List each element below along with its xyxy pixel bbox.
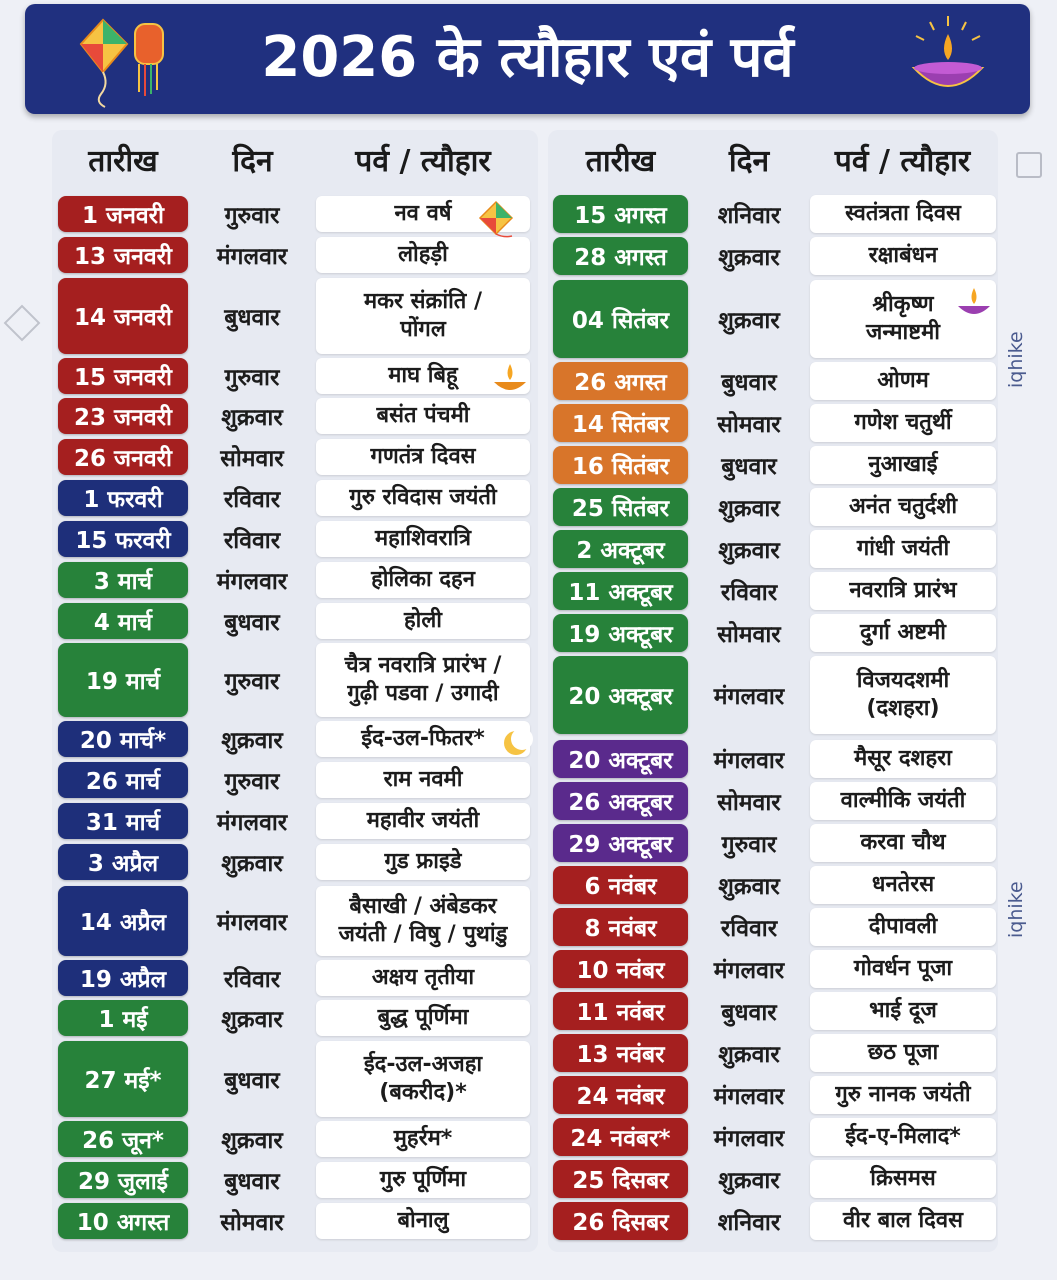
festival-cell: होलिका दहन: [316, 562, 530, 598]
date-cell: 26 अगस्त: [553, 362, 688, 400]
date-cell: 31 मार्च: [58, 803, 188, 839]
date-cell: 14 जनवरी: [58, 278, 188, 354]
date-cell: 1 फरवरी: [58, 480, 188, 516]
page-title: 2026 के त्यौहार एवं पर्व: [261, 25, 794, 90]
festival-cell: बुद्ध पूर्णिमा: [316, 1000, 530, 1036]
festival-cell: मुहर्रम*: [316, 1121, 530, 1157]
day-cell: सोमवार: [717, 622, 781, 648]
day-cell: शुक्रवार: [221, 728, 283, 754]
date-cell: 11 नवंबर: [553, 992, 688, 1030]
day-cell: सोमवार: [220, 446, 284, 472]
date-cell: 23 जनवरी: [58, 398, 188, 434]
festival-cell: वीर बाल दिवस: [810, 1202, 996, 1240]
festival-cell: लोहड़ी: [316, 237, 530, 273]
date-cell: 6 नवंबर: [553, 866, 688, 904]
crescent-moon-icon: [496, 723, 536, 763]
festival-cell: गुड फ्राइडे: [316, 844, 530, 880]
day-cell: मंगलवार: [713, 1084, 785, 1110]
day-cell: शुक्रवार: [718, 245, 780, 271]
day-cell: मंगलवार: [713, 748, 785, 774]
day-cell: शुक्रवार: [718, 1168, 780, 1194]
date-cell: 26 जनवरी: [58, 439, 188, 475]
date-cell: 3 अप्रैल: [58, 844, 188, 880]
festival-cell: छठ पूजा: [810, 1034, 996, 1072]
day-cell: गुरुवार: [224, 203, 280, 229]
date-cell: 1 मई: [58, 1000, 188, 1036]
day-cell: बुधवार: [224, 1169, 280, 1195]
day-cell: रविवार: [720, 580, 778, 606]
right-header-day: दिन: [728, 144, 770, 179]
left-header-festival: पर्व / त्यौहार: [355, 144, 491, 179]
festival-cell: गणतंत्र दिवस: [316, 439, 530, 475]
day-cell: शुक्रवार: [221, 1128, 283, 1154]
day-cell: शुक्रवार: [718, 1042, 780, 1068]
date-cell: 24 नवंबर*: [553, 1118, 688, 1156]
date-cell: 1 जनवरी: [58, 196, 188, 232]
date-cell: 13 नवंबर: [553, 1034, 688, 1072]
day-cell: मंगलवार: [216, 810, 288, 836]
day-cell: मंगलवार: [713, 1126, 785, 1152]
date-cell: 14 अप्रैल: [58, 886, 188, 956]
festival-cell: महाशिवरात्रि: [316, 521, 530, 557]
day-cell: बुधवार: [224, 1068, 280, 1094]
date-cell: 25 सितंबर: [553, 488, 688, 526]
day-cell: मंगलवार: [713, 684, 785, 710]
date-cell: 26 दिसबर: [553, 1202, 688, 1240]
date-cell: 16 सितंबर: [553, 446, 688, 484]
festival-cell: गुरु नानक जयंती: [810, 1076, 996, 1114]
date-cell: 19 अप्रैल: [58, 960, 188, 996]
date-cell: 26 जून*: [58, 1121, 188, 1157]
day-cell: मंगलवार: [216, 244, 288, 270]
date-cell: 27 मई*: [58, 1041, 188, 1117]
date-cell: 04 सितंबर: [553, 280, 688, 358]
date-cell: 15 अगस्त: [553, 195, 688, 233]
festival-cell: भाई दूज: [810, 992, 996, 1030]
day-cell: सोमवार: [717, 412, 781, 438]
festival-cell: दीपावली: [810, 908, 996, 946]
festival-cell: करवा चौथ: [810, 824, 996, 862]
date-cell: 19 मार्च: [58, 643, 188, 717]
festival-cell: बैसाखी / अंबेडकर जयंती / विषु / पुथांडु: [316, 886, 530, 956]
date-cell: 28 अगस्त: [553, 237, 688, 275]
date-cell: 19 अक्टूबर: [553, 614, 688, 652]
day-cell: शुक्रवार: [718, 538, 780, 564]
festival-cell: गणेश चतुर्थी: [810, 404, 996, 442]
date-cell: 15 फरवरी: [58, 521, 188, 557]
day-cell: मंगलवार: [216, 910, 288, 936]
day-cell: बुधवार: [721, 454, 777, 480]
festival-cell: गोवर्धन पूजा: [810, 950, 996, 988]
day-cell: शुक्रवार: [718, 308, 780, 334]
festival-cell: महावीर जयंती: [316, 803, 530, 839]
day-cell: बुधवार: [721, 370, 777, 396]
date-cell: 10 अगस्त: [58, 1203, 188, 1239]
date-cell: 11 अक्टूबर: [553, 572, 688, 610]
watermark: iqhike: [1005, 881, 1027, 938]
day-cell: शुक्रवार: [718, 874, 780, 900]
festival-cell: स्वतंत्रता दिवस: [810, 195, 996, 233]
festival-cell: होली: [316, 603, 530, 639]
day-cell: बुधवार: [224, 610, 280, 636]
festival-cell: नवरात्रि प्रारंभ: [810, 572, 996, 610]
kite-icon: [478, 200, 518, 240]
festival-cell: क्रिसमस: [810, 1160, 996, 1198]
day-cell: रविवार: [223, 528, 281, 554]
day-cell: बुधवार: [721, 1000, 777, 1026]
diya-icon: [900, 12, 995, 107]
festival-cell: बसंत पंचमी: [316, 398, 530, 434]
festival-cell: रक्षाबंधन: [810, 237, 996, 275]
date-cell: 20 अक्टूबर: [553, 656, 688, 734]
right-header-festival: पर्व / त्यौहार: [834, 144, 971, 179]
festival-cell: नुआखाई: [810, 446, 996, 484]
date-cell: 13 जनवरी: [58, 237, 188, 273]
date-cell: 25 दिसबर: [553, 1160, 688, 1198]
date-cell: 24 नवंबर: [553, 1076, 688, 1114]
day-cell: सोमवार: [717, 790, 781, 816]
festival-cell: अनंत चतुर्दशी: [810, 488, 996, 526]
day-cell: गुरुवार: [224, 769, 280, 795]
day-cell: गुरुवार: [224, 365, 280, 391]
day-cell: शुक्रवार: [221, 405, 283, 431]
day-cell: रविवार: [720, 916, 778, 942]
festival-cell: धनतेरस: [810, 866, 996, 904]
festival-cell: गुरु पूर्णिमा: [316, 1162, 530, 1198]
festival-cell: वाल्मीकि जयंती: [810, 782, 996, 820]
festival-cell: गुरु रविदास जयंती: [316, 480, 530, 516]
date-cell: 4 मार्च: [58, 603, 188, 639]
day-cell: रविवार: [223, 487, 281, 513]
date-cell: 20 मार्च*: [58, 721, 188, 757]
day-cell: शनिवार: [717, 203, 781, 229]
left-header-day: दिन: [232, 144, 273, 179]
day-cell: शुक्रवार: [221, 1007, 283, 1033]
festival-cell: राम नवमी: [316, 762, 530, 798]
festival-cell: ओणम: [810, 362, 996, 400]
festival-cell: विजयदशमी (दशहरा): [810, 656, 996, 734]
date-cell: 15 जनवरी: [58, 358, 188, 394]
day-cell: गुरुवार: [224, 669, 280, 695]
festival-cell: ईद-उल-फितर*: [316, 721, 530, 757]
diya-icon: [490, 360, 530, 400]
date-cell: 8 नवंबर: [553, 908, 688, 946]
day-cell: रविवार: [223, 967, 281, 993]
festival-cell: अक्षय तृतीया: [316, 960, 530, 996]
date-cell: 3 मार्च: [58, 562, 188, 598]
day-cell: मंगलवार: [216, 569, 288, 595]
date-cell: 14 सितंबर: [553, 404, 688, 442]
festival-cell: ईद-ए-मिलाद*: [810, 1118, 996, 1156]
date-cell: 26 मार्च: [58, 762, 188, 798]
festival-cell: चैत्र नवरात्रि प्रारंभ / गुढ़ी पडवा / उगादी: [316, 643, 530, 717]
festival-cell: नव वर्ष: [316, 196, 530, 232]
date-cell: 29 अक्टूबर: [553, 824, 688, 862]
day-cell: मंगलवार: [713, 958, 785, 984]
festival-cell: मैसूर दशहरा: [810, 740, 996, 778]
left-header-date: तारीख: [88, 144, 158, 179]
festival-cell: गांधी जयंती: [810, 530, 996, 568]
festival-cell: मकर संक्रांति / पोंगल: [316, 278, 530, 354]
right-header-date: तारीख: [585, 144, 656, 179]
title-banner: [25, 4, 1030, 114]
date-cell: 26 अक्टूबर: [553, 782, 688, 820]
checkbox-decoration: [1016, 152, 1042, 178]
date-cell: 29 जुलाई: [58, 1162, 188, 1198]
day-cell: गुरुवार: [721, 832, 777, 858]
date-cell: 20 अक्टूबर: [553, 740, 688, 778]
festival-cell: बोनालु: [316, 1203, 530, 1239]
festival-cell: माघ बिहू: [316, 358, 530, 394]
festival-cell: श्रीकृष्ण जन्माष्टमी: [810, 280, 996, 358]
watermark: iqhike: [1005, 331, 1027, 388]
festival-cell: ईद-उल-अजहा (बकरीद)*: [316, 1041, 530, 1117]
day-cell: शुक्रवार: [221, 851, 283, 877]
day-cell: शुक्रवार: [718, 496, 780, 522]
diamond-decoration: [4, 305, 41, 342]
festival-cell: दुर्गा अष्टमी: [810, 614, 996, 652]
day-cell: शनिवार: [717, 1210, 781, 1236]
date-cell: 2 अक्टूबर: [553, 530, 688, 568]
day-cell: बुधवार: [224, 305, 280, 331]
diya-icon: [954, 284, 994, 324]
day-cell: सोमवार: [220, 1210, 284, 1236]
date-cell: 10 नवंबर: [553, 950, 688, 988]
